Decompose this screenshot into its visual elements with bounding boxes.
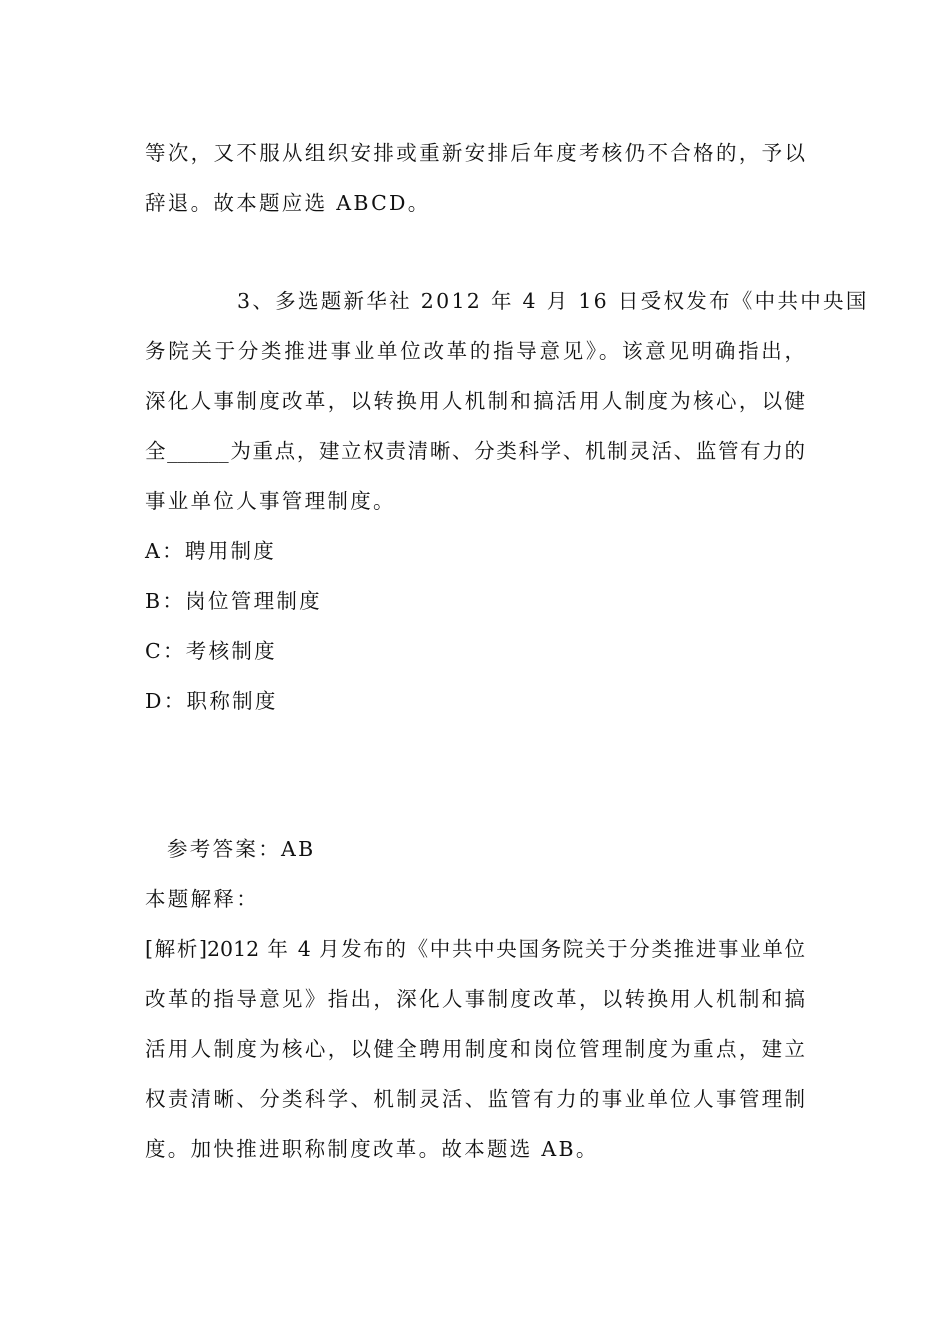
explanation-line: [解析]2012 年 4 月发布的《中共中央国务院关于分类推进事业单位	[145, 937, 805, 961]
option-b: B：岗位管理制度	[145, 589, 322, 613]
explanation-line: 活用人制度为核心，以健全聘用制度和岗位管理制度为重点，建立	[145, 1037, 805, 1061]
question-stem-line: 事业单位人事管理制度。	[145, 489, 396, 513]
option-a: A：聘用制度	[145, 539, 277, 563]
explanation	[145, 874, 805, 1174]
explanation-line: 度。加快推进职称制度改革。故本题选 AB。	[145, 1137, 599, 1161]
text-line: 辞退。故本题应选 ABCD。	[145, 191, 431, 215]
text-line: 等次，又不服从组织安排或重新安排后年度考核仍不合格的，予以	[145, 141, 805, 165]
question-3	[145, 276, 869, 726]
question-stem-line: 深化人事制度改革，以转换用人机制和搞活用人制度为核心，以健	[145, 389, 805, 413]
option-d: D：职称制度	[145, 689, 278, 713]
reference-answer	[145, 824, 805, 874]
explanation-heading: 本题解释：	[145, 887, 259, 911]
explanation-line: 权责清晰、分类科学、机制灵活、监管有力的事业单位人事管理制	[145, 1087, 805, 1111]
question-stem-line: 3、多选题新华社 2012 年 4 月 16 日受权发布《中共中央国	[237, 289, 869, 313]
question-stem-line: 务院关于分类推进事业单位改革的指导意见》。该意见明确指出，	[145, 339, 805, 363]
previous-explanation	[145, 128, 805, 228]
option-c: C：考核制度	[145, 639, 277, 663]
answer-label: 参考答案：AB	[167, 837, 316, 861]
explanation-line: 改革的指导意见》指出，深化人事制度改革，以转换用人机制和搞	[145, 987, 805, 1011]
question-stem-line: 全______为重点，建立权责清晰、分类科学、机制灵活、监管有力的	[145, 439, 805, 463]
